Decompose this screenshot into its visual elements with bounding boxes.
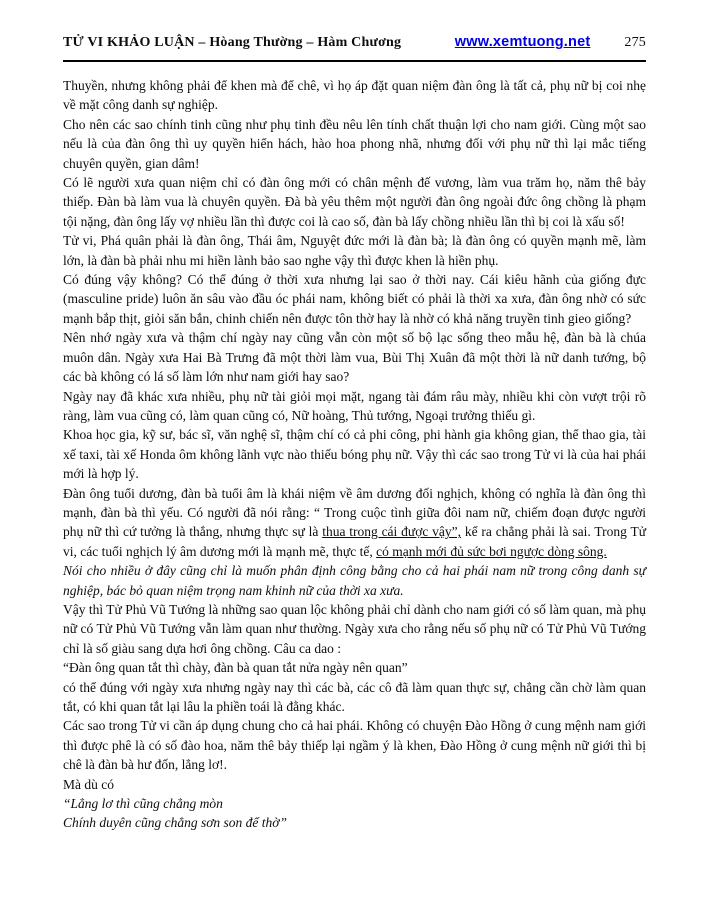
paragraph [63,794,646,813]
underlined-text-segment: thua trong cái được vậy”, [322,524,462,540]
underlined-text-segment: có mạnh mới đủ sức bơi ngược dòng sông. [376,543,607,559]
text-segment: kể ra chẳng phải là sai. Trong Tử vi, các tuổi nghịch lý âm dương mới là mạnh mẽ, thực tế, [63,524,647,559]
paragraph [63,658,646,677]
text-segment: Tử vi, Phá quân phải là đàn ông, Thái âm, Nguyệt đức mới là đàn bà; là đàn ông có quyền mạnh mẽ, làm lớn, là đàn bà phải nhu mi hiền lành bảo sao nghe vậy thì được khen là hiền phụ. [63,233,646,268]
text-segment: Nói cho nhiều ở đây cũng chỉ là muốn phân định công bằng cho cả hai phái nam nữ trong công danh sự nghiệp, bác bỏ quan niệm trọng nam khinh nữ của thời xa xưa. [63,563,646,598]
paragraph [63,173,646,231]
page-header [63,34,646,51]
text-segment: Khoa học gia, kỹ sư, bác sĩ, văn nghệ sĩ, thậm chí có cả phi công, phi hành gia không gian, thể thao gia, tài xế taxi, tài xế Honda ôm không lãnh vực nào thiếu bóng phụ nữ. Vậy thì các sao trong Tử vi là của hai phái mới là hợp lý. [63,427,646,482]
paragraph [63,76,646,115]
text-segment: Vậy thì Tử Phủ Vũ Tướng là những sao quan lộc không phải chỉ dành cho nam giới có số làm quan, mà phụ nữ có Tử Phủ Vũ Tướng vẫn làm quan như thường. Ngày xưa cho rằng nếu số phụ nữ có Tử Phủ Vũ Tướng chỉ là số giàu sang dựa hơi ông chồng. Câu ca dao : [63,601,646,656]
paragraph [63,775,646,794]
page-number: 275 [624,35,646,50]
text-segment: có thể đúng với ngày xưa nhưng ngày nay thì các bà, các cô đã làm quan thực sự, chẳng cần chờ làm quan tắt, có khi quan tắt lại lâu la phiền toái là đằng khác. [63,679,646,714]
paragraph [63,270,646,328]
paragraph [63,484,646,562]
page-body [63,76,646,833]
text-segment: Thuyền, nhưng không phải để khen mà để chê, vì họ áp đặt quan niệm đàn ông là tất cả, phụ nữ bị coi nhẹ về mặt công danh sự nghiệp. [63,78,646,113]
website-link[interactable]: www.xemtuong.net [454,34,591,50]
paragraph [63,678,646,717]
text-segment: “Lẳng lơ thì cũng chẳng mòn [63,796,223,812]
text-segment: Mà dù có [63,776,114,792]
paragraph [63,328,646,386]
text-segment: Chính duyên cũng chẳng sơn son để thờ” [63,815,288,831]
text-segment: “Đàn ông quan tắt thì chày, đàn bà quan tắt nửa ngày nên quan” [63,660,408,676]
paragraph [63,115,646,173]
text-segment: Cho nên các sao chính tinh cũng như phụ tinh đều nêu lên tính chất thuận lợi cho nam giới. Cùng một sao nếu là của đàn ông thì uy quyền hiển hách, hào hoa phong nhã, nhưng đối với phụ nữ thì lại mắc tiếng chuyên quyền, gian dâm! [63,116,646,171]
text-segment: Các sao trong Tử vi cần áp dụng chung cho cả hai phái. Không có chuyện Đào Hồng ở cung mệnh nam giới thì được phê là có số đào hoa, năm thê bảy thiếp lại ngầm ý là khen, Đào Hồng ở cung mệnh nữ giới thì bị chê là đàn bà hư đốn, lẳng lơ!. [63,718,646,773]
book-title: TỬ VI KHẢO LUẬN – Hòang Thường – Hàm Chương [63,35,402,50]
paragraph [63,813,646,832]
text-segment: Có lẽ người xưa quan niệm chỉ có đàn ông mới có chân mệnh đế vương, làm vua trăm họ, năm thê bảy thiếp. Đàn bà làm vua là chuyên quyền. Đà bà yêu thêm một người đàn ông ngoài đức ông chồng là phạm tội nặng, đàn ông lấy vợ nhiều lần thì được coi là cao số, đàn bà lấy chồng nhiều lần thì bị coi là xấu số! [63,175,646,229]
paragraph [63,231,646,270]
paragraph [63,716,646,774]
paragraph [63,561,646,600]
text-segment: Nên nhớ ngày xưa và thậm chí ngày nay cũng vẫn còn một số bộ lạc sống theo mẫu hệ, đàn bà là chúa muôn dân. Ngày xưa Hai Bà Trưng đã một thời làm vua, Bùi Thị Xuân đã một thời là nữ danh tướng, bộ các bà không có lá số làm lớn như nam giới hay sao? [63,330,646,385]
text-segment: Đàn ông tuổi dương, đàn bà tuổi âm là khái niệm về âm dương đối nghịch, không có nghĩa là đàn ông thì mạnh, đàn bà thì yếu. Có người đã nói rằng: “ Trong cuộc tình giữa đôi nam nữ, chiếm đoạn được người phụ nữ thì cứ tưởng là thắng, nhưng thực sự là [63,485,646,540]
text-segment: Có đúng vậy không? Có thể đúng ở thời xưa nhưng lại sao ở thời nay. Cái kiêu hãnh của giống đực (masculine pride) luôn ăn sâu vào đầu óc phái nam, không biết có phải là thời xa xưa, đàn ông nhờ có sức mạnh bắp thịt, giỏi săn bắn, chinh chiến nên được tôn thờ hay là nhờ có khả năng truyền tinh gieo giống? [63,272,646,326]
paragraph [63,600,646,658]
text-segment: Ngày nay đã khác xưa nhiều, phụ nữ tài giỏi mọi mặt, ngang tài đám râu mày, nhiều khi còn vượt trội rõ ràng, làm vua cũng có, làm quan cũng có, Nữ hoàng, Thủ tướng, Ngoại trưởng thiếu gì. [63,388,646,423]
paragraph [63,387,646,426]
paragraph [63,425,646,483]
header-divider [63,60,646,62]
